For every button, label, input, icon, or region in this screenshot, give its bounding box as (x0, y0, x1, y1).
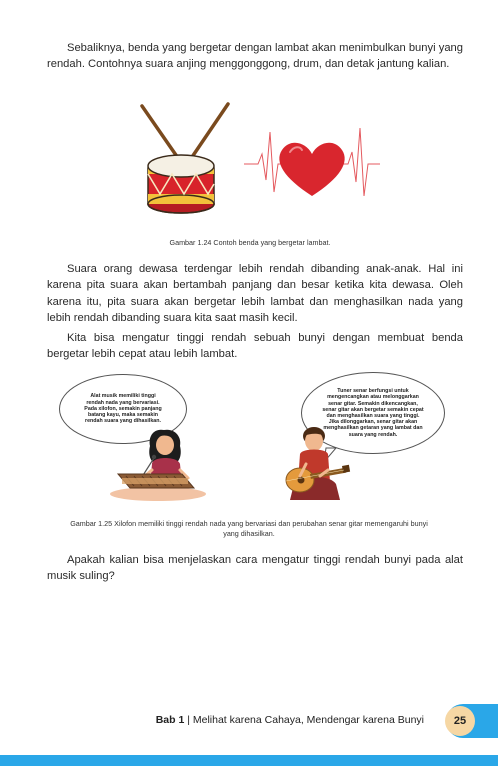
paragraph-question-flute: Apakah kalian bisa menjelaskan cara mengatur tinggi rendah bunyi pada alat musik suling? (47, 554, 463, 583)
speech-bubble-guitar: Tuner senar berfungsi untuk mengencangkan atau melonggarkan senar gitar. Semakin dikencangkan, senar gitar akan bergetar semakin cepat dan menghasilkan suara yang tinggi. Jika dilonggarkan, senar gitar akan menghasilkan getaran yang lambat dan suara yang rendah. (301, 372, 445, 454)
footer-chapter-title (0, 714, 424, 726)
girl-xylophone-illustration (108, 422, 208, 502)
paragraph-adjust-pitch: Kita bisa mengatur tinggi rendah sebuah bunyi dengan membuat benda bergetar lebih cepat atau lebih lambat. (47, 332, 463, 361)
bottom-accent-strip (0, 755, 498, 766)
speech-bubble-xylophone: Alat musik memiliki tinggi rendah nada yang bervariasi. Pada xilofon, semakin panjang batang kayu, maka semakin rendah suara yang dihasilkan. (59, 374, 187, 444)
page-number: 25 (445, 706, 475, 736)
figure-1-24-caption: Gambar 1.24 Contoh benda yang bergetar lambat. (169, 238, 331, 247)
heartbeat-illustration (244, 122, 380, 212)
footer-chapter-label: Bab 1 (155, 714, 185, 726)
boy-guitar-illustration (280, 424, 350, 508)
footer-chapter-name: Melihat karena Cahaya, Mendengar karena Bunyi (192, 714, 424, 726)
paragraph-slow-vibration: Sebaliknya, benda yang bergetar dengan lambat akan menimbulkan bunyi yang rendah. Contohnya suara anjing menggonggong, drum, dan detak jantung kalian. (47, 42, 463, 71)
paragraph-adult-voice: Suara orang dewasa terdengar lebih rendah dibanding anak-anak. Hal ini karena pita suara akan bertambah panjang dan besar ketika kita dewasa. Oleh karena itu, pita suara akan bergetar lebih lambat dan menghasilkan nada yang lebih rendah dibanding suara kita saat masih kecil. (47, 263, 463, 325)
drum-illustration (138, 102, 234, 214)
footer-separator: | (184, 714, 193, 726)
figure-1-25-caption: Gambar 1.25 Xilofon memiliki tinggi rendah nada yang bervariasi dan perubahan senar gitar memengaruhi bunyi yang dihasilkan. (70, 519, 428, 538)
